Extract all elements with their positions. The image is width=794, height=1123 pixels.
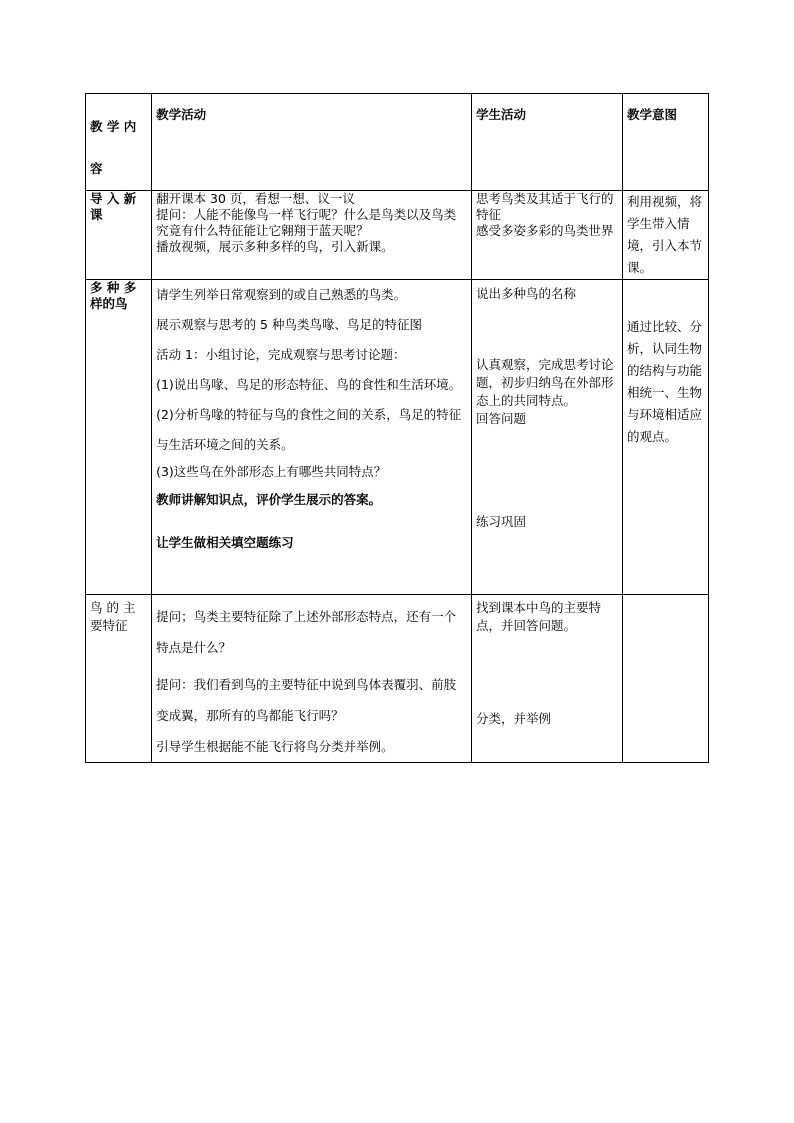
header-student-activity: 学生活动 xyxy=(471,94,622,191)
topic-text: 鸟 的 主 要特征 xyxy=(90,600,136,633)
teacher-text: 活动 1：小组讨论，完成观察与思考讨论题： xyxy=(156,347,406,362)
row-topic xyxy=(86,595,152,763)
student-text: 认真观察，完成思考讨论题，初步归纳鸟在外部形态上的共同特点。 xyxy=(475,357,614,408)
row-intent xyxy=(622,595,708,763)
row-teacher-activity xyxy=(152,191,472,280)
teacher-text: 请学生列举日常观察到的或自己熟悉的鸟类。 xyxy=(156,287,407,302)
lesson-plan-table xyxy=(85,93,709,763)
teacher-text: (2)分析鸟喙的特征与鸟的食性之间的关系，鸟足的特征与生活环境之间的关系。 xyxy=(156,407,462,452)
student-text: 练习巩固 xyxy=(475,514,526,529)
teacher-text: 引导学生根据能不能飞行将鸟分类并举例。 xyxy=(156,739,394,754)
teacher-text: (3)这些鸟在外部形态上有哪些共同特点？ xyxy=(156,464,387,479)
student-text: 感受多姿多彩的鸟类世界 xyxy=(475,223,614,238)
row-student-activity xyxy=(471,280,622,595)
teacher-text: 教师讲解知识点，评价学生展示的答案。 xyxy=(156,492,382,507)
teacher-text: 展示观察与思考的 5 种鸟类鸟喙、鸟足的特征图 xyxy=(156,317,422,332)
header-intent: 教学意图 xyxy=(622,94,708,191)
student-text: 分类，并举例 xyxy=(475,711,551,726)
student-text: 找到课本中鸟的主要特点，并回答问题。 xyxy=(475,600,601,633)
intent-text: 通过比较、分析，认同生物的结构与功能相统一、生物与环境相适应的观点。 xyxy=(626,319,702,444)
row-topic: 导 入 新 课 xyxy=(86,191,152,280)
teacher-text: 提问：我们看到鸟的主要特征中说到鸟体表覆羽、前肢变成翼，那所有的鸟都能飞行吗？ xyxy=(156,677,457,723)
student-text: 说出多种鸟的名称 xyxy=(475,286,576,301)
table-row xyxy=(86,595,709,763)
table-row xyxy=(86,191,709,280)
teacher-text: (1)说出鸟喙、鸟足的形态特征、鸟的食性和生活环境。 xyxy=(156,377,462,392)
row-student-activity xyxy=(471,595,622,763)
teacher-text: 提问；鸟类主要特征除了上述外部形态特点，还有一个特点是什么？ xyxy=(156,609,457,655)
student-text: 思考鸟类及其适于飞行的特征 xyxy=(475,191,614,222)
header-content: 教 学 内 容 xyxy=(86,94,152,191)
row-teacher-activity xyxy=(152,280,472,595)
teacher-text: 让学生做相关填空题练习 xyxy=(156,535,294,550)
table-header-row xyxy=(86,94,709,191)
row-student-activity xyxy=(471,191,622,280)
row-topic: 多 种 多 样的鸟 xyxy=(86,280,152,595)
teacher-text: 翻开课本 30 页，看想一想、议一议 xyxy=(156,191,355,206)
row-intent: 利用视频，将学生带入情境，引入本节课。 xyxy=(622,191,708,280)
header-teacher-activity: 教学活动 xyxy=(152,94,472,191)
student-text: 回答问题 xyxy=(475,411,526,426)
teacher-text: 播放视频，展示多种多样的鸟，引入新课。 xyxy=(156,239,394,254)
row-intent xyxy=(622,280,708,595)
teacher-text: 提问：人能不能像鸟一样飞行呢？什么是鸟类以及鸟类究竟有什么特征能让它翱翔于蓝天呢？ xyxy=(156,207,457,238)
row-teacher-activity xyxy=(152,595,472,763)
table-row xyxy=(86,280,709,595)
